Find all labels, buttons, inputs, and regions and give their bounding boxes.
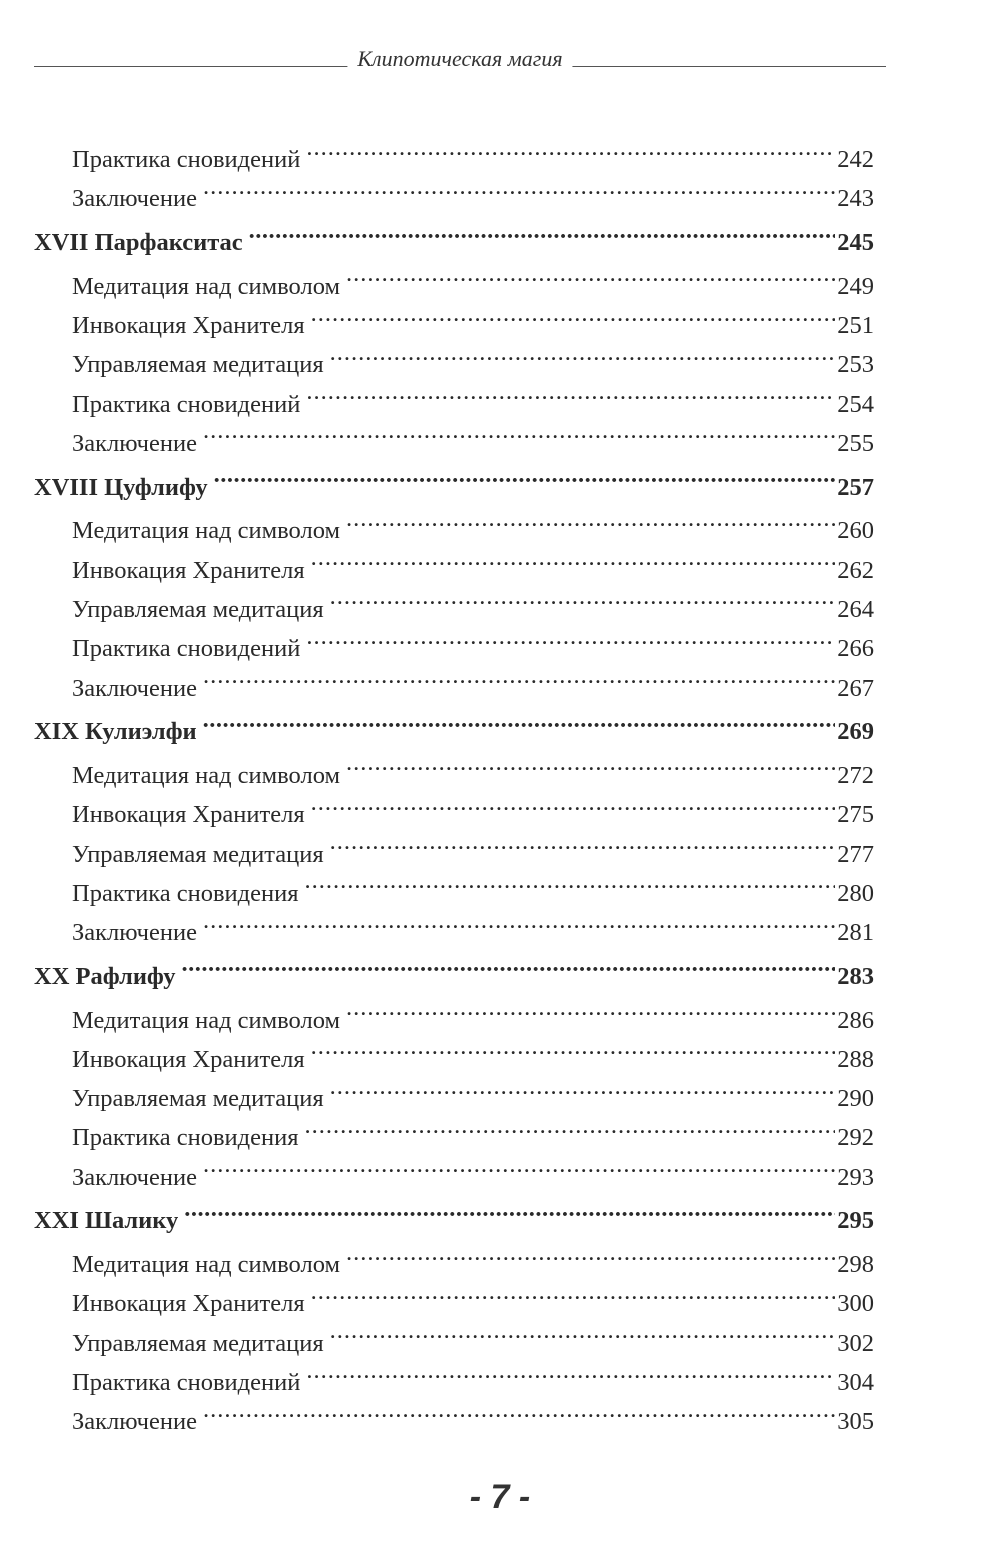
toc-page-number: 288 [837, 1045, 874, 1073]
dot-leader [249, 214, 836, 250]
dot-leader [330, 826, 836, 862]
dot-leader [311, 1275, 836, 1311]
toc-label: Практика сновидений [72, 390, 301, 418]
dot-leader [203, 703, 836, 739]
toc-page-number: 243 [837, 185, 874, 213]
toc-page-number: 257 [837, 473, 874, 501]
toc-page-number: 251 [837, 312, 874, 339]
dot-leader [203, 904, 835, 940]
toc-chapter [34, 459, 874, 501]
toc-page-number: 305 [837, 1408, 874, 1436]
toc-label: Управляемая медитация [72, 351, 324, 379]
dot-leader [306, 376, 835, 412]
toc-page-number: 264 [837, 595, 874, 623]
toc-label: Инвокация Хранителя [72, 1290, 305, 1318]
toc-page-number: 300 [837, 1290, 874, 1318]
toc-label: XXI Шалику [34, 1207, 179, 1235]
toc-label: Заключение [72, 919, 197, 947]
toc-page-number: 281 [837, 919, 874, 947]
toc-label: Заключение [72, 429, 197, 457]
toc-entry [72, 620, 874, 663]
toc-entry [72, 786, 874, 829]
toc-page-number: 275 [837, 801, 874, 829]
toc-page-number: 298 [837, 1251, 874, 1279]
toc-label: Инвокация Хранителя [72, 312, 305, 339]
dot-leader [203, 1149, 835, 1185]
toc-entry [72, 1109, 874, 1152]
dot-leader [306, 1354, 835, 1390]
toc-label: Инвокация Хранителя [72, 801, 305, 829]
dot-leader [203, 1393, 835, 1429]
dot-leader [182, 948, 836, 984]
toc-entry [72, 747, 874, 789]
toc-entry [72, 1236, 874, 1279]
toc-page-number: 253 [837, 351, 874, 379]
toc-entry [72, 992, 874, 1034]
toc-label: Медитация над символом [72, 1006, 340, 1034]
dot-leader [214, 459, 836, 495]
toc-label: XVII Парфакситас [34, 229, 243, 256]
toc-entry [72, 865, 874, 907]
toc-label: Заключение [72, 185, 197, 213]
book-title: Клипотическая магия [347, 46, 572, 72]
toc-page-number: 295 [837, 1207, 874, 1235]
dot-leader [330, 336, 836, 372]
toc-page-number: 286 [837, 1006, 874, 1034]
toc-page-number: 304 [837, 1369, 874, 1396]
toc-page-number: 245 [837, 229, 874, 256]
toc-entry [72, 415, 874, 457]
toc-page-number: 269 [837, 718, 874, 746]
dot-leader [330, 1315, 836, 1351]
toc-label: Практика сновидений [72, 1369, 301, 1396]
toc-page-number: 260 [837, 517, 874, 545]
toc-page-number: 283 [837, 962, 874, 990]
dot-leader [306, 131, 835, 167]
dot-leader [305, 1109, 836, 1145]
toc-entry [72, 258, 874, 300]
toc-page-number: 255 [837, 429, 874, 457]
toc-entry [72, 581, 874, 623]
toc-label: Практика сновидения [72, 879, 299, 907]
toc-entry [72, 1070, 874, 1113]
toc-label: Управляемая медитация [72, 595, 324, 623]
toc-entry [72, 1315, 874, 1357]
dot-leader [346, 747, 835, 783]
toc-label: Управляемая медитация [72, 840, 324, 868]
page-number: - 7 - [469, 1478, 531, 1516]
toc-page-number: 266 [837, 635, 874, 663]
toc-label: Практика сновидения [72, 1124, 299, 1152]
dot-leader [184, 1192, 835, 1228]
toc-page-number: 280 [837, 879, 874, 907]
toc-label: Медитация над символом [72, 517, 340, 545]
dot-leader [203, 660, 835, 696]
dot-leader [311, 542, 836, 578]
toc-entry [72, 297, 874, 339]
toc-page-number: 272 [837, 761, 874, 789]
toc-label: Практика сновидений [72, 635, 301, 663]
toc-chapter [34, 703, 874, 746]
toc-page-number: 262 [837, 556, 874, 584]
toc-label: Заключение [72, 1408, 197, 1436]
toc-label: XX Рафлифу [34, 962, 176, 990]
toc-page-number: 293 [837, 1163, 874, 1191]
toc-entry [72, 336, 874, 379]
toc-chapter [34, 214, 874, 256]
dot-leader [203, 170, 835, 206]
toc-entry [72, 660, 874, 702]
dot-leader [311, 297, 836, 333]
dot-leader [305, 865, 836, 901]
toc-entry [72, 376, 874, 418]
toc-label: Инвокация Хранителя [72, 1045, 305, 1073]
dot-leader [306, 620, 835, 656]
dot-leader [346, 1236, 835, 1272]
toc-entry [72, 826, 874, 868]
dot-leader [346, 258, 835, 294]
running-header [34, 38, 886, 78]
toc-label: Медитация над символом [72, 1251, 340, 1279]
toc-label: Управляемая медитация [72, 1085, 324, 1113]
toc-label: XVIII Цуфлифу [34, 473, 208, 501]
toc-page-number: 292 [837, 1124, 874, 1152]
toc-page-number: 277 [837, 840, 874, 868]
dot-leader [346, 992, 835, 1028]
toc-page-number: 254 [837, 390, 874, 418]
toc-label: Медитация над символом [72, 272, 340, 300]
toc-entry [72, 170, 874, 213]
dot-leader [330, 581, 836, 617]
toc-page-number: 267 [837, 674, 874, 702]
toc-entry [72, 502, 874, 545]
toc-page-number: 302 [837, 1329, 874, 1357]
toc-chapter [34, 1192, 874, 1235]
toc-entry [72, 131, 874, 173]
toc-page-number: 249 [837, 272, 874, 300]
toc-label: Управляемая медитация [72, 1329, 324, 1357]
toc-entry [72, 1149, 874, 1191]
toc-label: Медитация над символом [72, 761, 340, 789]
toc-entry [72, 542, 874, 584]
toc-chapter [34, 948, 874, 990]
toc-page-number: 242 [837, 146, 874, 173]
toc-entry [72, 904, 874, 947]
toc-label: XIX Кулиэлфи [34, 718, 197, 746]
dot-leader [330, 1070, 836, 1106]
dot-leader [203, 415, 835, 451]
toc-page-number: 290 [837, 1085, 874, 1113]
dot-leader [311, 1031, 836, 1067]
toc-entry [72, 1393, 874, 1436]
dot-leader [311, 786, 836, 822]
toc-entry [72, 1275, 874, 1318]
dot-leader [346, 502, 835, 538]
toc-entry [72, 1031, 874, 1073]
toc-entry [72, 1354, 874, 1396]
toc-label: Практика сновидений [72, 146, 301, 173]
toc-label: Заключение [72, 674, 197, 702]
toc-label: Заключение [72, 1163, 197, 1191]
toc-label: Инвокация Хранителя [72, 556, 305, 584]
